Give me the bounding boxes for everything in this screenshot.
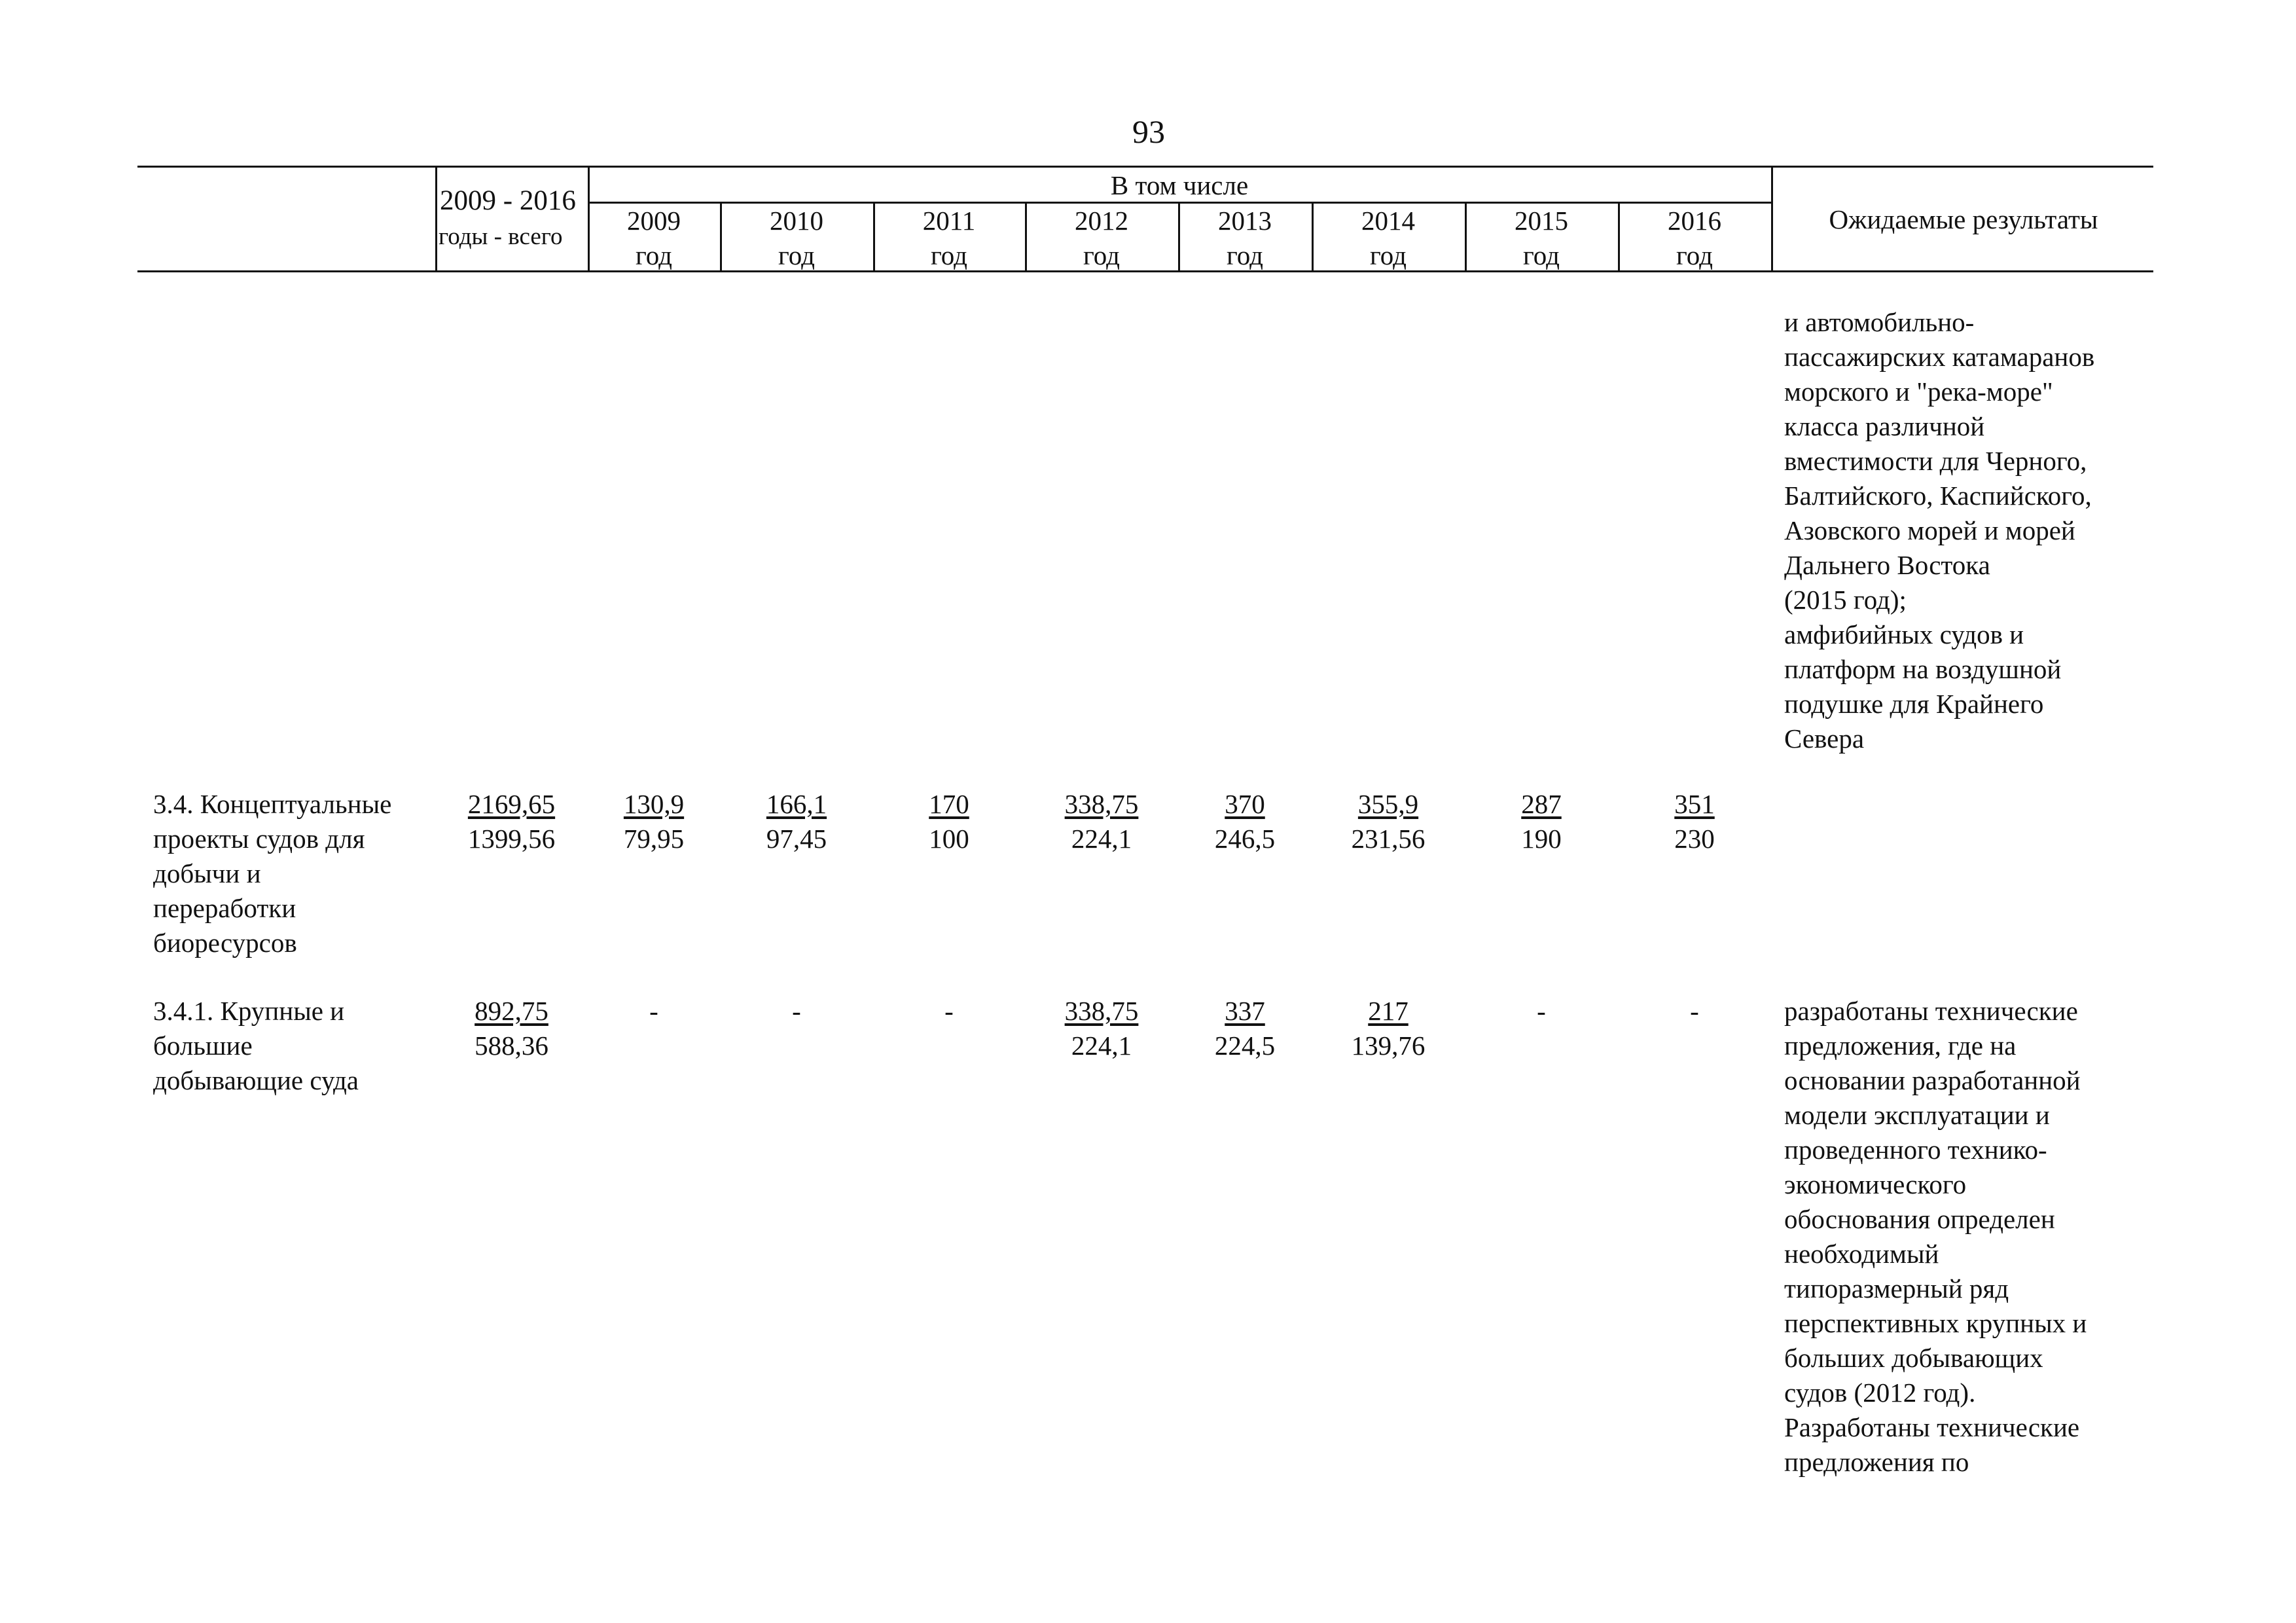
value-federal: 224,1 [1071,824,1132,854]
year-unit-label: год [1227,240,1263,270]
year-cell-2009 [588,994,720,1029]
year-header-2013: 2013 [1218,206,1272,236]
continuation-results-line: Азовского морей и морей [1784,515,2075,545]
year-header-2014: 2014 [1361,206,1415,236]
value-total: - [1537,996,1546,1026]
continuation-results-line: подушке для Крайнего [1784,689,2044,719]
value-total: 370 [1225,789,1265,819]
value-total: 217 [1368,996,1408,1026]
value-total: 351 [1674,789,1715,819]
value-federal: 246,5 [1214,824,1276,854]
year-header-2012: 2012 [1075,206,1128,236]
year-header-2011: 2011 [922,206,976,236]
year-cell-2011 [873,787,1025,856]
value-federal: 100 [929,824,969,854]
value-federal: 231,56 [1351,824,1426,854]
page-number: 93 [1132,113,1165,150]
year-cell-2011 [873,994,1025,1029]
row-name-line: проекты судов для [153,824,365,854]
value-total: 287 [1521,789,1562,819]
year-header-2010: 2010 [770,206,823,236]
value-total: 338,75 [1064,789,1139,819]
year-cell-2015 [1465,787,1618,856]
year-unit-label: год [1370,240,1407,270]
year-unit-label: год [931,240,967,270]
year-cell-2013 [1178,994,1312,1063]
value-total: 337 [1225,996,1265,1026]
row-name-line: 3.4. Концептуальные [153,789,392,819]
value-federal: 139,76 [1351,1030,1426,1061]
row-results-line: обоснования определен [1784,1204,2055,1234]
row-results-line: необходимый [1784,1239,1939,1269]
value-federal: 97,45 [766,824,827,854]
value-federal: 224,5 [1214,1030,1276,1061]
value-total: 355,9 [1357,789,1419,819]
year-header-2009: 2009 [627,206,681,236]
continuation-results-line: класса различной [1784,411,1985,441]
row-results-line: типоразмерный ряд [1784,1273,2009,1304]
including-header: В том числе [1110,170,1249,200]
header-separator [1771,166,1773,272]
year-unit-label: год [778,240,815,270]
year-cell-2016 [1618,787,1771,856]
year-cell-2014 [1312,994,1465,1063]
row-results-line: судов (2012 год). [1784,1377,1976,1408]
year-header-2015: 2015 [1515,206,1568,236]
results-header: Ожидаемые результаты [1829,204,2098,234]
header-separator [435,166,437,272]
row-name-line: добычи и [153,858,261,888]
year-cell-2012 [1025,994,1178,1063]
continuation-results [1784,305,2094,756]
year-cell-2014 [1312,787,1465,856]
row-3-4-1-name [153,994,359,1098]
row-results-line: проведенного технико- [1784,1135,2047,1165]
row-name-line: переработки [153,893,296,923]
total-header-line2: годы - всего [439,223,563,250]
year-unit-label: год [636,240,672,270]
continuation-results-line: морского и "река-море" [1784,376,2053,407]
value-federal: 224,1 [1071,1030,1132,1061]
continuation-results-line: Балтийского, Каспийского, [1784,481,2092,511]
value-total: - [1690,996,1699,1026]
year-cell-2015 [1465,994,1618,1029]
continuation-results-line: вместимости для Черного, [1784,446,2087,476]
continuation-results-line: (2015 год); [1784,585,1907,615]
value-federal: 1399,56 [467,824,556,854]
continuation-results-line: пассажирских катамаранов [1784,342,2095,372]
continuation-results-line: Севера [1784,723,1865,754]
value-total: 170 [929,789,969,819]
value-total: 2169,65 [467,789,556,819]
row-name-line: добывающие суда [153,1065,359,1095]
value-total: 166,1 [766,789,827,819]
row-results-line: разработаны технические [1784,996,2078,1026]
value-total: 892,75 [475,996,548,1026]
value-total: - [649,996,658,1026]
year-unit-label: год [1676,240,1713,270]
row-name-line: большие [153,1030,253,1061]
year-header-2016: 2016 [1668,206,1721,236]
row-results-line: перспективных крупных и [1784,1308,2087,1338]
row-name-line: 3.4.1. Крупные и [153,996,345,1026]
year-unit-label: год [1083,240,1120,270]
continuation-results-line: платформ на воздушной [1784,654,2062,684]
row-3-4-1-results [1784,994,2087,1480]
year-cell-2013 [1178,787,1312,856]
row-3-4-name [153,787,391,960]
value-total: 338,75 [1064,996,1139,1026]
row-results-line: предложения, где на [1784,1030,2017,1061]
year-cell-2010 [720,994,873,1029]
row-results-line: больших добывающих [1784,1343,2043,1373]
value-total: - [792,996,801,1026]
value-federal: 230 [1674,824,1715,854]
row-results-line: модели эксплуатации и [1784,1100,2050,1130]
value-total: - [944,996,954,1026]
year-cell-2012 [1025,787,1178,856]
total-cell [435,787,588,856]
total-cell [435,994,588,1063]
value-total: 130,9 [623,789,685,819]
total-header-line1: 2009 - 2016 [440,185,576,216]
row-results-line: Разработаны технические [1784,1412,2080,1442]
row-name-line: биоресурсов [153,928,297,958]
row-results-line: основании разработанной [1784,1065,2081,1095]
continuation-results-line: амфибийных судов и [1784,619,2024,649]
year-unit-label: год [1523,240,1560,270]
year-cell-2016 [1618,994,1771,1029]
row-results-line: экономического [1784,1169,1967,1199]
year-cell-2009 [588,787,720,856]
value-federal: 79,95 [623,824,685,854]
continuation-results-line: Дальнего Востока [1784,550,1990,580]
value-federal: 588,36 [475,1030,548,1061]
value-federal: 190 [1521,824,1562,854]
continuation-results-line: и автомобильно- [1784,307,1975,337]
year-cell-2010 [720,787,873,856]
row-results-line: предложения по [1784,1447,1969,1477]
